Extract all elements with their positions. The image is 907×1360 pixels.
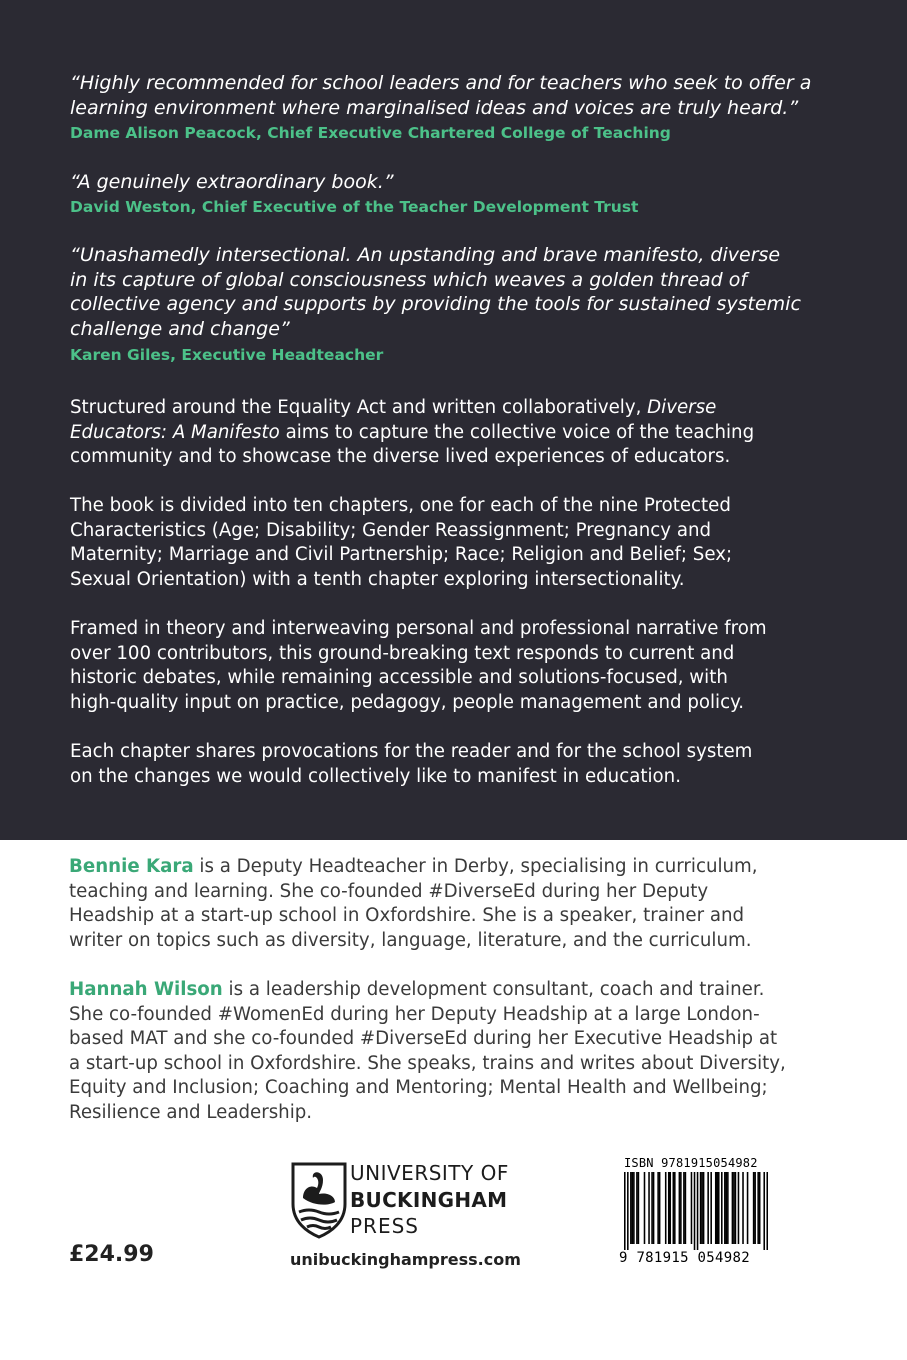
barcode-bar (703, 1172, 705, 1244)
description-paragraph-1: Structured around the Equality Act and written collaboratively, Diverse Educators: A Manifesto aims to capture the collective voice of the teaching community and to showcase the diverse lived experiences of educators. (70, 397, 755, 467)
isbn-label: ISBN 9781915054982 (624, 1156, 758, 1170)
barcode-bar (694, 1172, 696, 1250)
author-bio-bennie-kara: Bennie Kara is a Deputy Headteacher in Derby, specialising in curriculum, teaching and learning. She co-founded #DiverseEd during her Deputy Headship at a start-up school in Oxfordshire. She is a speaker, trainer and writer on topics such as diversity, language, literature, and the curriculum. (69, 856, 758, 951)
swan-shield-icon (289, 1160, 349, 1240)
barcode-bar (724, 1172, 726, 1244)
author-name: Bennie Kara (69, 856, 194, 877)
barcode-bar (742, 1172, 744, 1244)
barcode-bar (763, 1172, 765, 1250)
description-paragraph-3: Framed in theory and interweaving personal and professional narrative from over 100 contributors, this ground-breaking text responds to current and historic debates, while remaining accessible and solutions-focused, with high-quality input on practice, pedagogy, people management and policy. (70, 618, 767, 713)
barcode-bar (657, 1172, 659, 1244)
barcode-bar (738, 1172, 740, 1244)
barcode-bar (747, 1172, 749, 1244)
barcode-bar (674, 1172, 676, 1244)
barcode-bar (715, 1172, 717, 1244)
barcode-bar (733, 1172, 735, 1244)
publisher-line-2: BUCKINGHAM (350, 1188, 508, 1212)
publisher-line-1: UNIVERSITY OF (350, 1161, 509, 1185)
barcode-bars (624, 1172, 768, 1250)
barcode-bar (683, 1172, 685, 1244)
quote-2-text: “A genuinely extraordinary book.” (70, 171, 394, 193)
barcode-bar (673, 1172, 675, 1244)
book-title: Diverse Educators: A Manifesto (70, 397, 717, 443)
barcode-bar (644, 1172, 646, 1244)
quote-1-text: “Highly recommended for school leaders and for teachers who seek to offer a learning environment where marginalised ideas and voices are truly heard.” (70, 72, 812, 119)
barcode-bar (710, 1172, 712, 1244)
isbn-digits: 9 781915 054982 (619, 1250, 750, 1266)
barcode-bar (726, 1172, 728, 1244)
barcode-bar (633, 1172, 635, 1244)
barcode-bar (701, 1172, 703, 1244)
barcode-bar (766, 1172, 768, 1250)
barcode-bar (627, 1172, 629, 1250)
price: £24.99 (69, 1242, 154, 1267)
barcode-bar (648, 1172, 650, 1244)
barcode-bar (691, 1172, 693, 1244)
quote-1-source: Dame Alison Peacock, Chief Executive Chartered College of Teaching (70, 124, 671, 142)
description-paragraph-2: The book is divided into ten chapters, one for each of the nine Protected Characteristics (Age; Disability; Gender Reassignment; Pregnancy and Maternity; Marriage and Civil Partnership; Race; Religion and Belief; Sex; Sexual Orientation) with a tenth chapter exploring intersectionality. (70, 495, 733, 590)
barcode-bar (700, 1172, 702, 1244)
barcode-bar (754, 1172, 756, 1244)
publisher-website: unibuckinghampress.com (290, 1250, 521, 1269)
barcode-bar (630, 1172, 632, 1244)
barcode-bar (632, 1172, 634, 1244)
barcode-bar (732, 1172, 734, 1244)
quote-3-source: Karen Giles, Executive Headteacher (70, 346, 384, 364)
barcode-bar (707, 1172, 709, 1244)
barcode-bar (685, 1172, 687, 1244)
barcode-bar (716, 1172, 718, 1244)
barcode-bar (718, 1172, 720, 1244)
publisher-name (350, 1160, 509, 1238)
barcode-bar (727, 1172, 729, 1244)
barcode-bar (735, 1172, 737, 1244)
barcode-bar (697, 1172, 699, 1250)
barcode-bar (624, 1172, 626, 1250)
barcode-bar (759, 1172, 761, 1244)
barcode-bar (651, 1172, 653, 1244)
barcode-bar (638, 1172, 640, 1244)
barcode-bar (653, 1172, 655, 1244)
publisher-line-3: PRESS (350, 1214, 419, 1238)
quote-3-text: “Unashamedly intersectional. An upstanding and brave manifesto, diverse in its capture of global consciousness which weaves a golden thread of collective agency and supports by providing the tools for sustained systemic challenge and change” (70, 244, 801, 340)
description-paragraph-4: Each chapter shares provocations for the reader and for the school system on the changes we would collectively like to manifest in education. (70, 741, 753, 787)
author-name: Hannah Wilson (69, 979, 223, 1000)
barcode-bar (659, 1172, 661, 1244)
barcode-bar (679, 1172, 681, 1244)
author-bio-hannah-wilson: Hannah Wilson is a leadership development consultant, coach and trainer. She co-founded #WomenEd during her Deputy Headship at a large London- based MAT and she co-founded #DiverseEd during her Executive Headship at a start-up school in Oxfordshire. She speaks, trains and writes about Diversity, Equity and Inclusion; Coaching and Mentoring; Mental Health and Wellbeing; Resilience and Leadership. (69, 979, 786, 1123)
barcode-bar (753, 1172, 755, 1244)
barcode-bar (680, 1172, 682, 1244)
barcode-bar (636, 1172, 638, 1244)
barcode-bar (668, 1172, 670, 1244)
barcode-bar (757, 1172, 759, 1244)
barcode-bar (721, 1172, 723, 1244)
barcode-bar (665, 1172, 667, 1244)
barcode-bar (669, 1172, 671, 1244)
quote-2-source: David Weston, Chief Executive of the Teacher Development Trust (70, 198, 639, 216)
